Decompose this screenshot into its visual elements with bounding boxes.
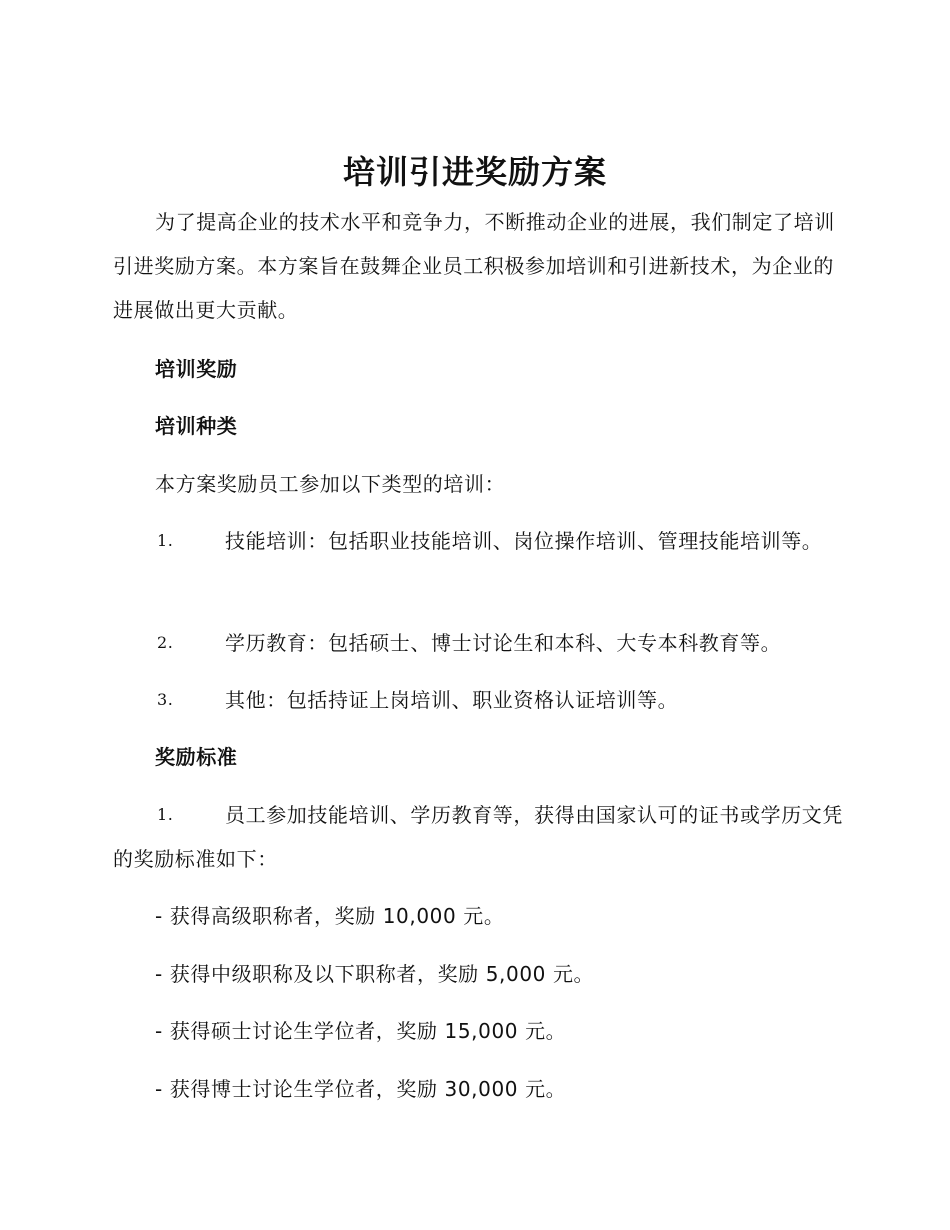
types-intro-text: 本方案奖励员工参加以下类型的培训： bbox=[155, 472, 506, 496]
reward-line: - 获得硕士讨论生学位者，奖励 15,000 元。 bbox=[155, 1019, 567, 1043]
list-item-text: 技能培训：包括职业技能培训、岗位操作培训、管理技能培训等。 bbox=[225, 529, 823, 553]
list-item-text: 学历教育：包括硕士、博士讨论生和本科、大专本科教育等。 bbox=[225, 631, 782, 655]
list-item bbox=[113, 678, 843, 722]
list-item-number: 2. bbox=[157, 633, 174, 652]
list-item bbox=[113, 519, 843, 563]
list-item-number: 1. bbox=[157, 805, 174, 824]
list-item-text: 其他：包括持证上岗培训、职业资格认证培训等。 bbox=[225, 688, 679, 712]
list-item-number: 3. bbox=[157, 690, 174, 709]
reward-line: - 获得中级职称及以下职称者，奖励 5,000 元。 bbox=[155, 962, 595, 986]
list-item-number: 1. bbox=[157, 531, 174, 550]
list-item bbox=[113, 621, 843, 665]
page-title: 培训引进奖励方案 bbox=[342, 153, 607, 191]
list-item bbox=[113, 793, 843, 881]
intro-paragraph: 为了提高企业的技术水平和竞争力，不断推动企业的进展，我们制定了培训引进奖励方案。本方案旨在鼓舞企业员工积极参加培训和引进新技术，为企业的进展做出更大贡献。 bbox=[113, 210, 835, 322]
section-heading-training-reward: 培训奖励 bbox=[155, 357, 238, 381]
reward-line: - 获得博士讨论生学位者，奖励 30,000 元。 bbox=[155, 1077, 567, 1101]
section-heading-training-types: 培训种类 bbox=[155, 414, 238, 438]
list-item-text: 员工参加技能培训、学历教育等，获得由国家认可的证书或学历文凭的奖励标准如下： bbox=[113, 803, 843, 871]
section-heading-reward-standard: 奖励标准 bbox=[155, 745, 238, 769]
reward-line: - 获得高级职称者，奖励 10,000 元。 bbox=[155, 904, 505, 928]
